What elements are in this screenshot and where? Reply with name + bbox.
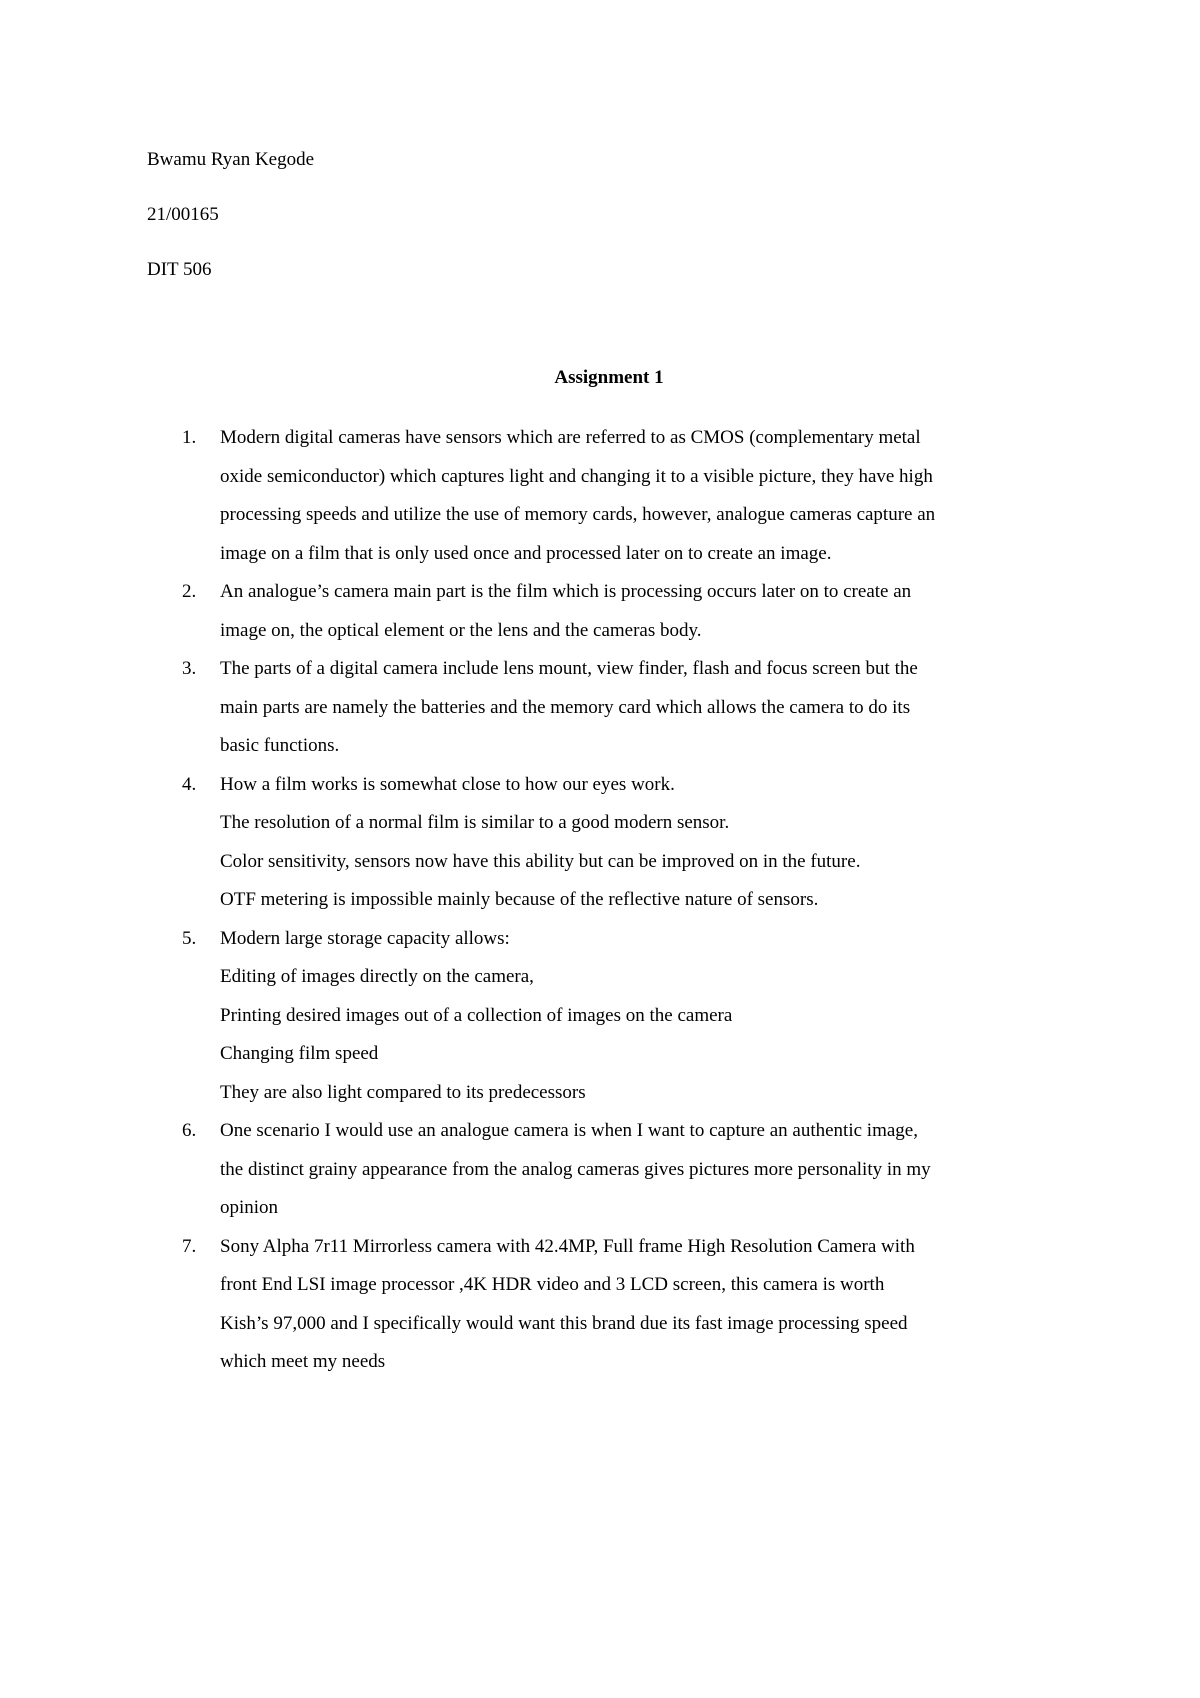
list-item [0,1228,1068,1382]
list-item-number: 6. [182,1120,197,1141]
list-item-number: 3. [182,658,197,679]
answer-text-line: Editing of images directly on the camera, [220,966,534,987]
answer-text-line: basic functions. [220,735,340,756]
list-item [0,766,1068,920]
list-item-number: 1. [182,427,197,448]
answer-text-line: Modern large storage capacity allows: [220,927,510,949]
answer-text-line: The parts of a digital camera include lens mount, view finder, flash and focus screen but the [220,658,918,679]
answer-text-line: main parts are namely the batteries and the memory card which allows the camera to do its [220,696,911,718]
answer-text-line: The resolution of a normal film is similar to a good modern sensor. [220,812,730,833]
answer-text-line: One scenario I would use an analogue camera is when I want to capture an authentic image, [220,1120,918,1141]
answer-text-line: processing speeds and utilize the use of memory cards, however, analogue cameras capture an [220,504,936,525]
list-item [0,920,1068,1113]
answer-text-line: Kish’s 97,000 and I specifically would want this brand due its fast image processing speed [220,1312,908,1334]
answer-text-line: image on, the optical element or the lens and the cameras body. [220,619,702,641]
answer-text-line: which meet my needs [220,1351,386,1372]
list-item-number: 2. [182,581,197,602]
answer-text-line: OTF metering is impossible mainly because of the reflective nature of sensors. [220,889,819,910]
answer-text-line: Color sensitivity, sensors now have this ability but can be improved on in the future. [220,850,861,872]
course-code: DIT 506 [147,259,212,280]
answer-text-line: oxide semiconductor) which captures light and changing it to a visible picture, they have high [220,465,933,487]
student-id: 21/00165 [147,204,219,225]
answer-text-line: image on a film that is only used once and processed later on to create an image. [220,542,832,564]
answer-text-line: front End LSI image processor ,4K HDR video and 3 LCD screen, this camera is worth [220,1274,885,1295]
list-item [0,573,1068,650]
list-item-number: 7. [182,1235,197,1257]
answer-text-line: Changing film speed [220,1043,379,1064]
list-item [0,1112,1068,1228]
answers-list [0,419,1200,1382]
assignment-title: Assignment 1 [554,367,664,388]
answer-text-line: How a film works is somewhat close to how our eyes work. [220,773,675,795]
answer-text-line: An analogue’s camera main part is the film which is processing occurs later on to create an [220,581,912,602]
list-item [0,650,1068,766]
answer-text-line: Sony Alpha 7r11 Mirrorless camera with 42.4MP, Full frame High Resolution Camera with [220,1235,915,1257]
answer-text-line: Modern digital cameras have sensors which are referred to as CMOS (complementary metal [220,427,921,448]
answer-text-line: They are also light compared to its predecessors [220,1081,586,1103]
answer-text-line: Printing desired images out of a collection of images on the camera [220,1004,733,1026]
answer-text-line: opinion [220,1197,279,1218]
list-item [0,419,1068,573]
student-name: Bwamu Ryan Kegode [147,149,315,170]
list-item-number: 4. [182,773,197,795]
list-item-number: 5. [182,927,197,949]
answer-text-line: the distinct grainy appearance from the analog cameras gives pictures more personality in my [220,1158,931,1180]
